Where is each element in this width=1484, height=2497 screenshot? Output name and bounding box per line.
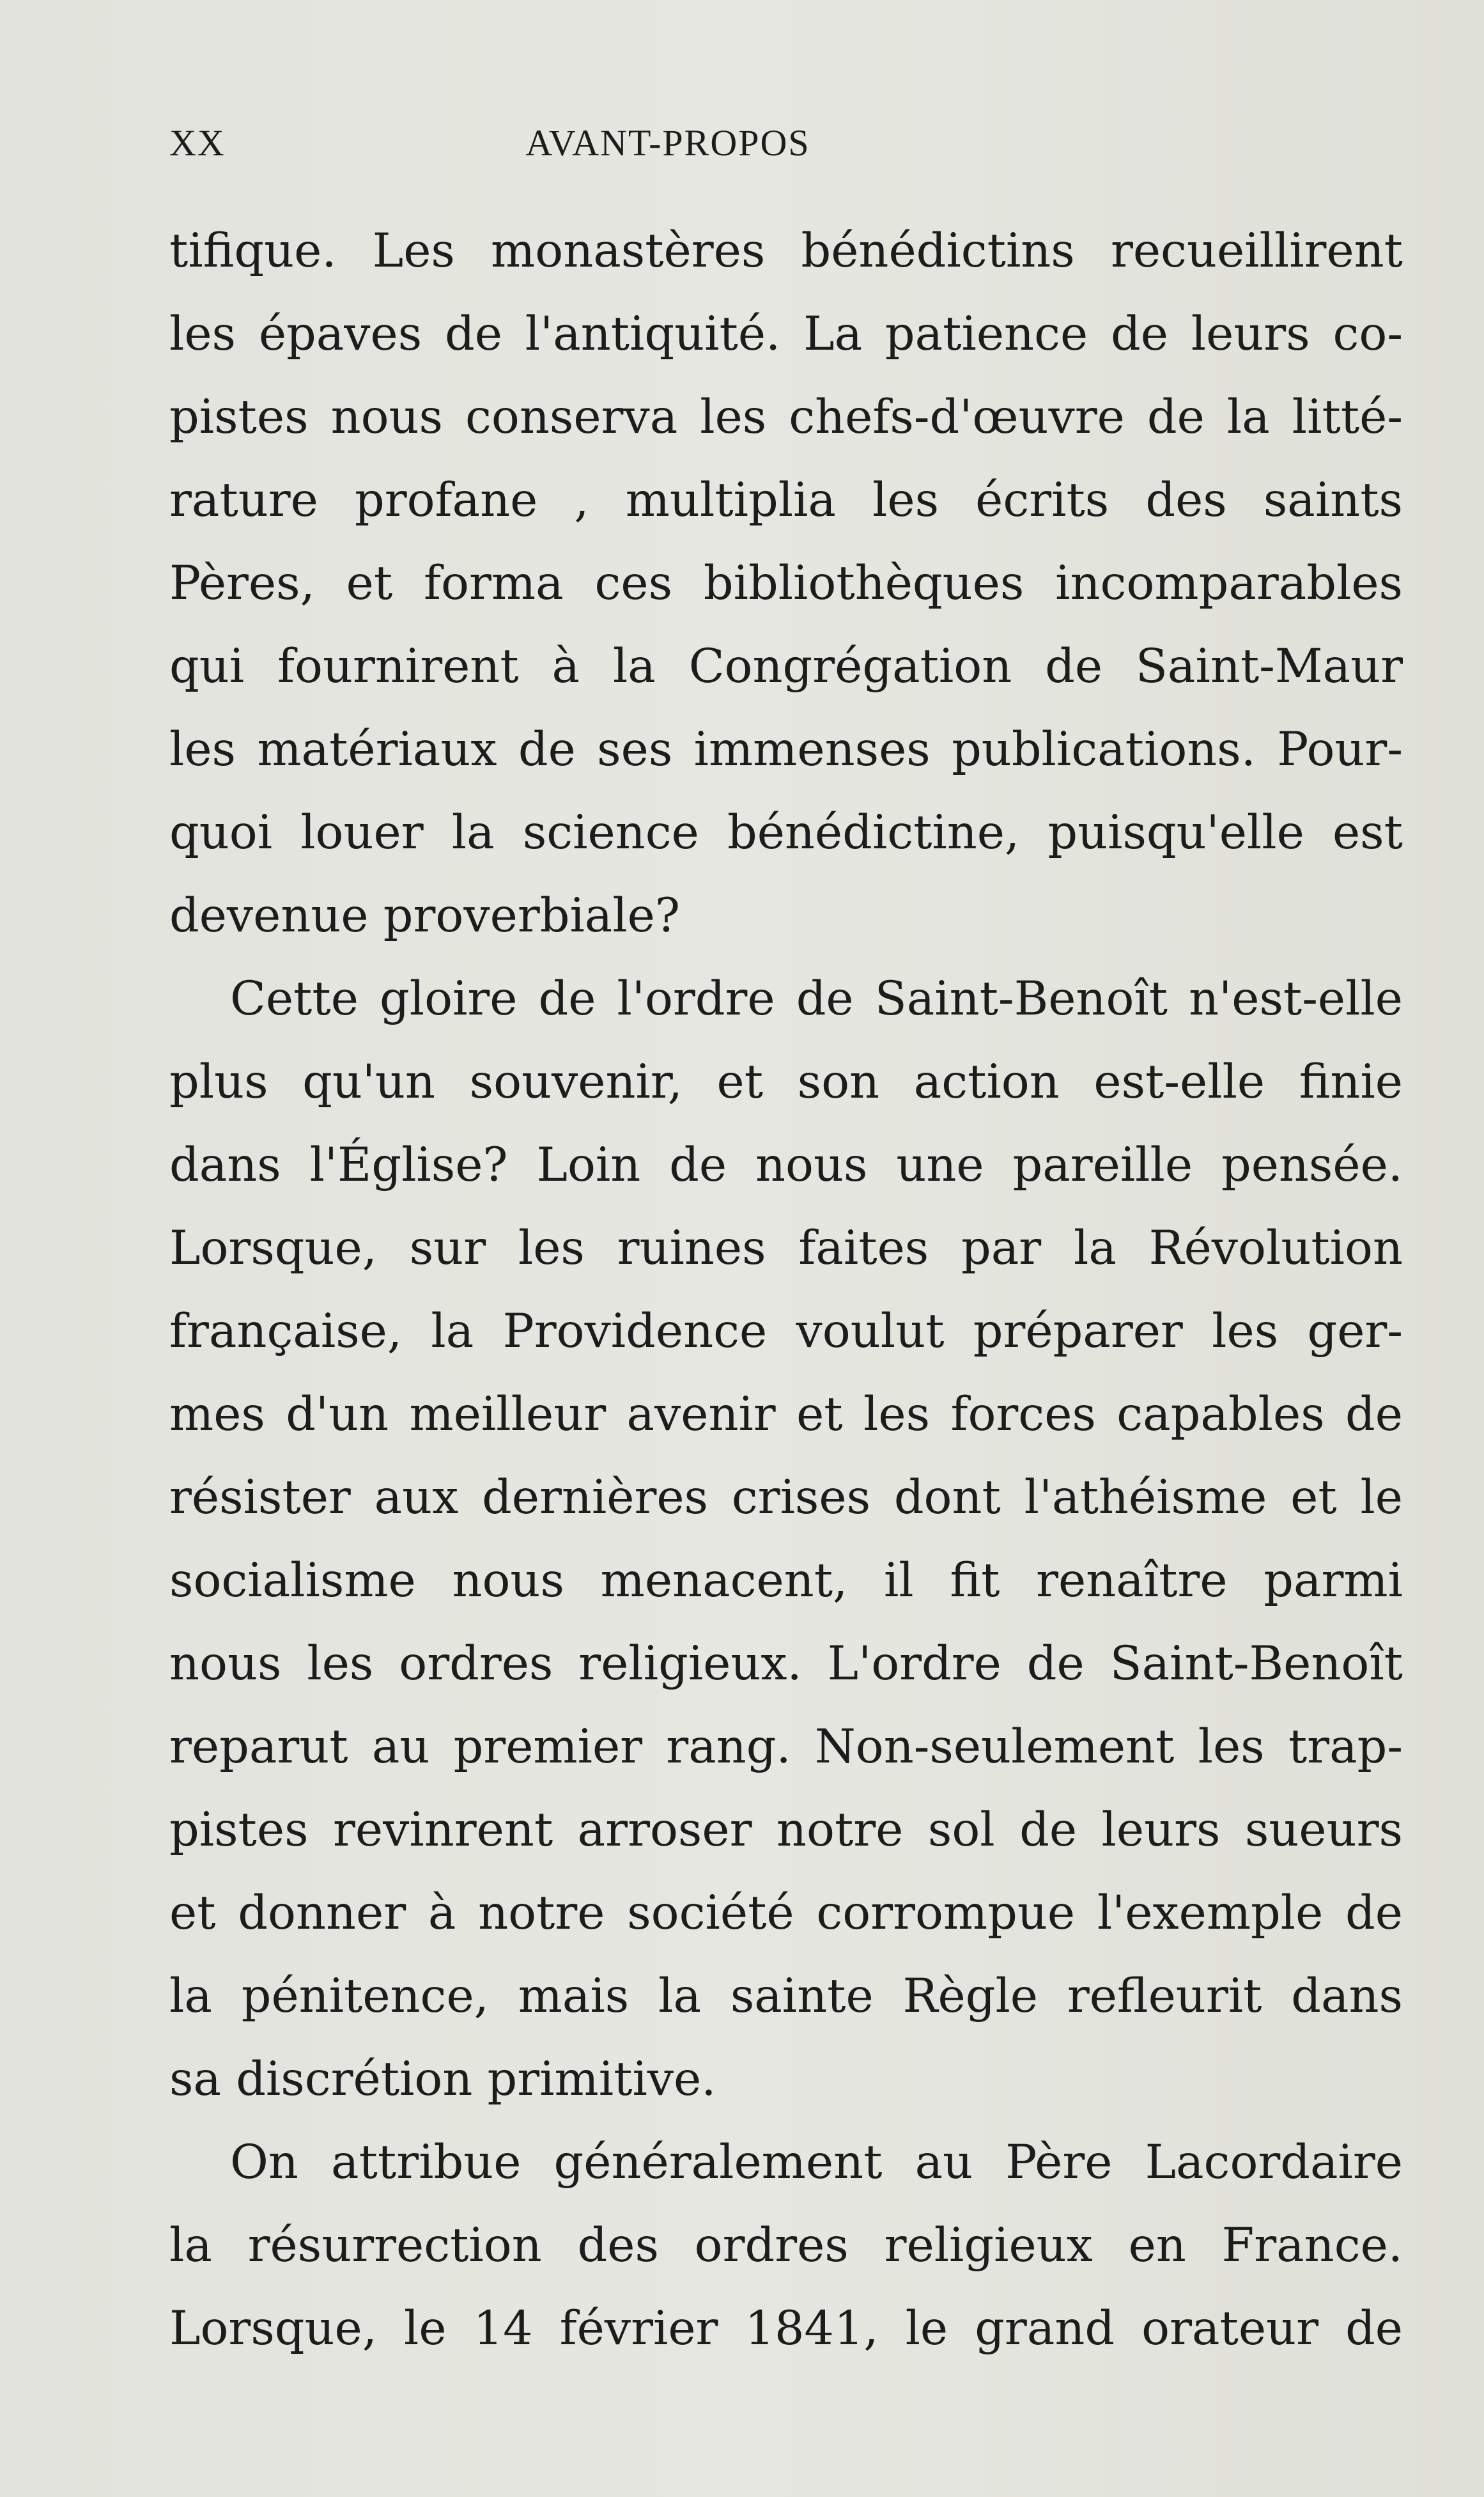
text-line: la pénitence, mais la sainte Règle refleurit dans xyxy=(169,1969,1403,2023)
text-line: pistes revinrent arroser notre sol de leurs sueurs xyxy=(169,1803,1403,1857)
text-line: Pères, et forma ces bibliothèques incomparables xyxy=(169,556,1403,611)
page-header xyxy=(169,121,1403,173)
text-line: qui fournirent à la Congrégation de Saint-Maur xyxy=(169,639,1403,694)
text-line: quoi louer la science bénédictine, puisqu'elle est xyxy=(169,805,1403,860)
text-line: dans l'Église? Loin de nous une pareille pensée. xyxy=(169,1138,1403,1192)
text-line: tifique. Les monastères bénédictins recueillirent xyxy=(169,224,1403,278)
text-line: rature profane , multiplia les écrits des saints xyxy=(169,473,1403,527)
text-line: pistes nous conserva les chefs-d'œuvre de la litté- xyxy=(169,390,1403,444)
text-line: socialisme nous menacent, il fit renaître parmi xyxy=(169,1553,1403,1608)
text-line: nous les ordres religieux. L'ordre de Saint-Benoît xyxy=(169,1637,1403,1691)
text-line: devenue proverbiale? xyxy=(169,889,681,943)
text-line: reparut au premier rang. Non-seulement les trap- xyxy=(169,1720,1403,1774)
page-number: XX xyxy=(169,122,226,164)
text-line: sa discrétion primitive. xyxy=(169,2052,716,2106)
text-line: et donner à notre société corrompue l'exemple de xyxy=(169,1886,1403,1940)
text-line: française, la Providence voulut préparer les ger- xyxy=(169,1304,1403,1358)
text-body xyxy=(169,210,1403,2370)
text-line: plus qu'un souvenir, et son action est-elle finie xyxy=(169,1055,1403,1109)
text-line: résister aux dernières crises dont l'athéisme et le xyxy=(169,1470,1403,1525)
text-line: On attribue généralement au Père Lacordaire xyxy=(230,2135,1403,2190)
text-line: les épaves de l'antiquité. La patience de leurs co- xyxy=(169,307,1403,361)
text-line: la résurrection des ordres religieux en France. xyxy=(169,2218,1403,2273)
text-line: les matériaux de ses immenses publications. Pour- xyxy=(169,722,1403,777)
text-line: Cette gloire de l'ordre de Saint-Benoît n'est-elle xyxy=(230,972,1403,1026)
text-line: mes d'un meilleur avenir et les forces capables de xyxy=(169,1387,1403,1442)
text-line: Lorsque, le 14 février 1841, le grand orateur de xyxy=(169,2301,1403,2356)
running-title: AVANT-PROPOS xyxy=(525,122,810,164)
text-line: Lorsque, sur les ruines faites par la Révolution xyxy=(169,1221,1403,1275)
